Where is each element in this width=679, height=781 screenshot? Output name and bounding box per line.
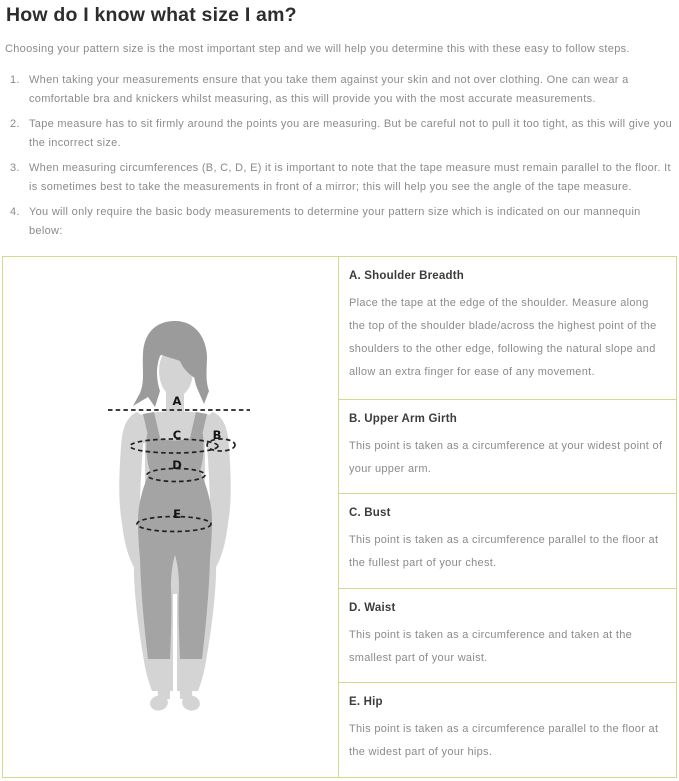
measurement-description: This point is taken as a circumference at your widest point of your upper arm. xyxy=(349,439,663,475)
page-title: How do I know what size I am? xyxy=(6,4,297,26)
measurement-title: E. Hip xyxy=(349,696,383,709)
measure-label-e: E xyxy=(173,507,181,521)
step-item-4 xyxy=(2,203,677,241)
measurement-description: This point is taken as a circumference parallel to the floor at the fullest part of your chest. xyxy=(349,534,659,570)
measurement-section-upper-arm xyxy=(339,399,676,494)
step-number: 1. xyxy=(10,74,20,86)
measure-label-c: C xyxy=(172,428,182,442)
step-item-2 xyxy=(2,115,677,153)
measurement-description: Place the tape at the edge of the shoulder. Measure along the top of the shoulder blade/across the highest point of the shoulders to the other edge, following the natural slope and allow an extra finger for ease of any movement. xyxy=(349,297,657,378)
measurement-title: C. Bust xyxy=(349,507,391,520)
step-text: When taking your measurements ensure that you take them against your skin and not over clothing. One can wear a comfortable bra and knickers whilst measuring, as this will provide you with the most accurate measurements. xyxy=(29,74,629,105)
size-guide-page xyxy=(0,4,679,781)
step-number: 2. xyxy=(10,118,20,130)
measurement-title: B. Upper Arm Girth xyxy=(349,412,457,425)
measure-label-b: B xyxy=(212,428,222,442)
mannequin-figure xyxy=(3,257,338,777)
measurement-section-waist xyxy=(339,588,676,683)
measure-label-d: D xyxy=(172,458,182,472)
step-text: Tape measure has to sit firmly around the points you are measuring. But be careful not to pull it too tight, as this will give you the incorrect size. xyxy=(29,118,673,149)
measurement-guide-box xyxy=(2,256,677,778)
step-number: 3. xyxy=(10,162,20,174)
step-item-3 xyxy=(2,159,677,197)
mannequin-cell xyxy=(3,257,339,777)
step-number: 4. xyxy=(10,206,20,218)
measurement-description: This point is taken as a circumference and taken at the smallest part of your waist. xyxy=(349,628,633,664)
measurement-section-hip xyxy=(339,682,676,777)
measurement-title: A. Shoulder Breadth xyxy=(349,270,464,282)
step-text: You will only require the basic body measurements to determine your pattern size which is indicated on our mannequin below: xyxy=(29,206,641,237)
measurement-section-bust xyxy=(339,493,676,588)
mannequin-left-calf xyxy=(154,655,171,699)
measurement-descriptions xyxy=(339,257,676,777)
measure-label-a: A xyxy=(172,394,182,408)
measurement-description: This point is taken as a circumference parallel to the floor at the widest part of your hips. xyxy=(349,723,659,759)
step-item-1 xyxy=(2,71,677,109)
mannequin-right-calf xyxy=(179,655,196,699)
intro-text: Choosing your pattern size is the most important step and we will help you determine this with these easy to follow steps. xyxy=(5,43,630,55)
measurement-title: D. Waist xyxy=(349,601,396,614)
measurement-section-shoulder xyxy=(339,257,676,399)
step-text: When measuring circumferences (B, C, D, E) it is important to note that the tape measure must remain parallel to the floor. It is sometimes best to take the measurements in front of a mirror; this will help you see the angle of the tape measure. xyxy=(29,162,671,193)
steps-list xyxy=(2,71,677,241)
